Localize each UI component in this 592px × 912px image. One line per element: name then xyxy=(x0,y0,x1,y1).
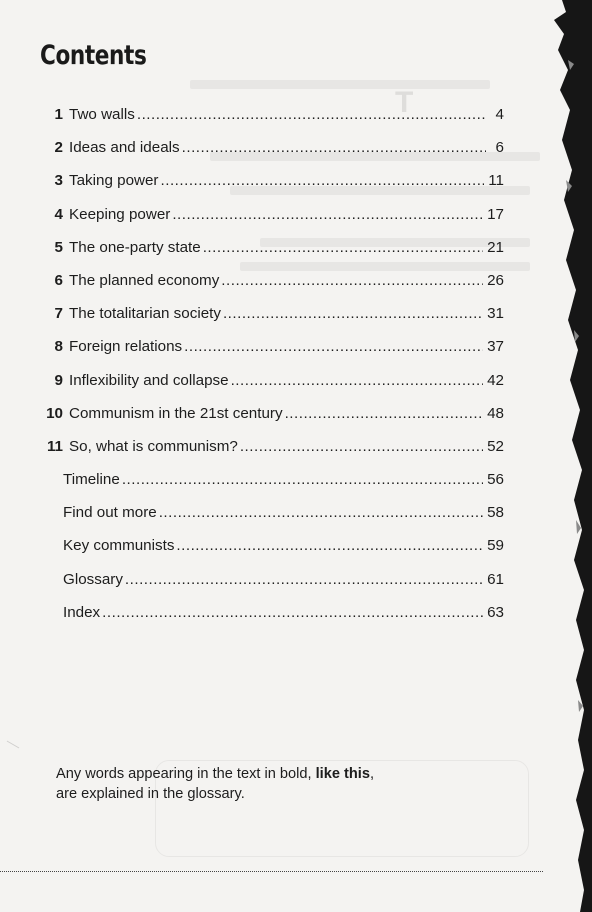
chapter-number: 4 xyxy=(54,205,63,223)
dot-leader xyxy=(176,529,483,562)
chapter-number: 5 xyxy=(54,238,63,256)
note-text: are explained in the glossary. xyxy=(56,786,245,802)
chapter-number: 9 xyxy=(54,371,63,389)
dot-leader xyxy=(172,198,483,231)
chapter-number: 6 xyxy=(54,271,63,289)
dot-leader xyxy=(240,430,483,463)
page-number: 59 xyxy=(487,537,504,555)
page-mark xyxy=(7,741,20,749)
page-number: 26 xyxy=(487,271,504,289)
note-bold-example: like this xyxy=(315,766,370,782)
section-title: Index xyxy=(63,603,101,621)
chapter-title: Taking power xyxy=(69,172,159,190)
section-title: Key communists xyxy=(63,537,175,555)
dot-leader xyxy=(161,164,485,197)
chapter-title: Ideas and ideals xyxy=(69,139,180,157)
chapter-number: 2 xyxy=(54,139,63,157)
page-number: 52 xyxy=(487,437,504,455)
toc-entry[interactable] xyxy=(34,164,504,197)
chapter-title: The totalitarian society xyxy=(69,305,221,323)
section-title: Glossary xyxy=(63,570,123,588)
dot-leader xyxy=(285,397,484,430)
show-through-decoration: T xyxy=(395,86,481,119)
toc-entry[interactable] xyxy=(34,231,504,264)
chapter-title: Inflexibility and collapse xyxy=(69,371,229,389)
page-number: 58 xyxy=(487,504,504,522)
chapter-number: 7 xyxy=(54,305,63,323)
page-number: 31 xyxy=(487,305,504,323)
glossary-note xyxy=(56,764,476,804)
dot-leader xyxy=(221,264,483,297)
toc-entry[interactable] xyxy=(34,297,504,330)
dot-leader xyxy=(231,364,484,397)
page-number: 4 xyxy=(495,106,504,123)
chapter-number: 10 xyxy=(46,404,63,422)
page-number: 56 xyxy=(487,471,504,489)
table-of-contents xyxy=(34,98,504,629)
chapter-title: So, what is communism? xyxy=(69,437,238,455)
dot-leader xyxy=(182,131,486,164)
chapter-title: Foreign relations xyxy=(69,338,183,356)
toc-entry[interactable] xyxy=(34,264,504,297)
chapter-title: The one-party state xyxy=(69,238,201,256)
dotted-rule xyxy=(0,871,543,872)
toc-entry[interactable] xyxy=(34,98,504,131)
toc-entry-find-out-more[interactable] xyxy=(34,496,504,529)
page-number: 21 xyxy=(487,238,504,256)
toc-entry[interactable] xyxy=(34,131,504,164)
chapter-number: 11 xyxy=(46,437,63,455)
section-title: Timeline xyxy=(63,471,120,489)
dot-leader xyxy=(223,297,483,330)
page-number: 48 xyxy=(487,404,504,422)
toc-entry[interactable] xyxy=(34,364,504,397)
dot-leader xyxy=(137,98,486,131)
note-text: Any words appearing in the text in bold, xyxy=(56,766,316,782)
note-text: , xyxy=(369,766,375,782)
page-number: 37 xyxy=(487,338,504,356)
toc-entry-index[interactable] xyxy=(34,596,504,629)
show-through-line xyxy=(190,80,490,89)
page-number: 63 xyxy=(487,603,504,621)
dot-leader xyxy=(125,563,483,596)
chapter-number: 3 xyxy=(54,172,63,190)
chapter-title: Keeping power xyxy=(69,205,171,223)
toc-entry-key-communists[interactable] xyxy=(34,529,504,562)
page-number: 11 xyxy=(488,172,504,190)
dot-leader xyxy=(102,596,483,629)
section-title: Find out more xyxy=(63,504,157,522)
chapter-title: Two walls xyxy=(69,106,135,123)
toc-entry[interactable] xyxy=(34,198,504,231)
toc-entry-timeline[interactable] xyxy=(34,463,504,496)
chapter-title: The planned economy xyxy=(69,271,220,289)
page-title: Contents xyxy=(40,40,147,71)
dot-leader xyxy=(122,463,483,496)
page-number: 6 xyxy=(495,139,504,157)
chapter-number: 8 xyxy=(54,338,63,356)
dot-leader xyxy=(203,231,483,264)
toc-entry[interactable] xyxy=(34,330,504,363)
toc-entry[interactable] xyxy=(34,430,504,463)
chapter-number: 1 xyxy=(54,106,63,123)
toc-entry[interactable] xyxy=(34,397,504,430)
page-number: 17 xyxy=(487,205,504,223)
dot-leader xyxy=(184,330,483,363)
dot-leader xyxy=(159,496,483,529)
page-number: 61 xyxy=(487,570,504,588)
chapter-title: Communism in the 21st century xyxy=(69,404,283,422)
page-edge-shadow xyxy=(548,0,592,912)
toc-entry-glossary[interactable] xyxy=(34,563,504,596)
page-number: 42 xyxy=(487,371,504,389)
